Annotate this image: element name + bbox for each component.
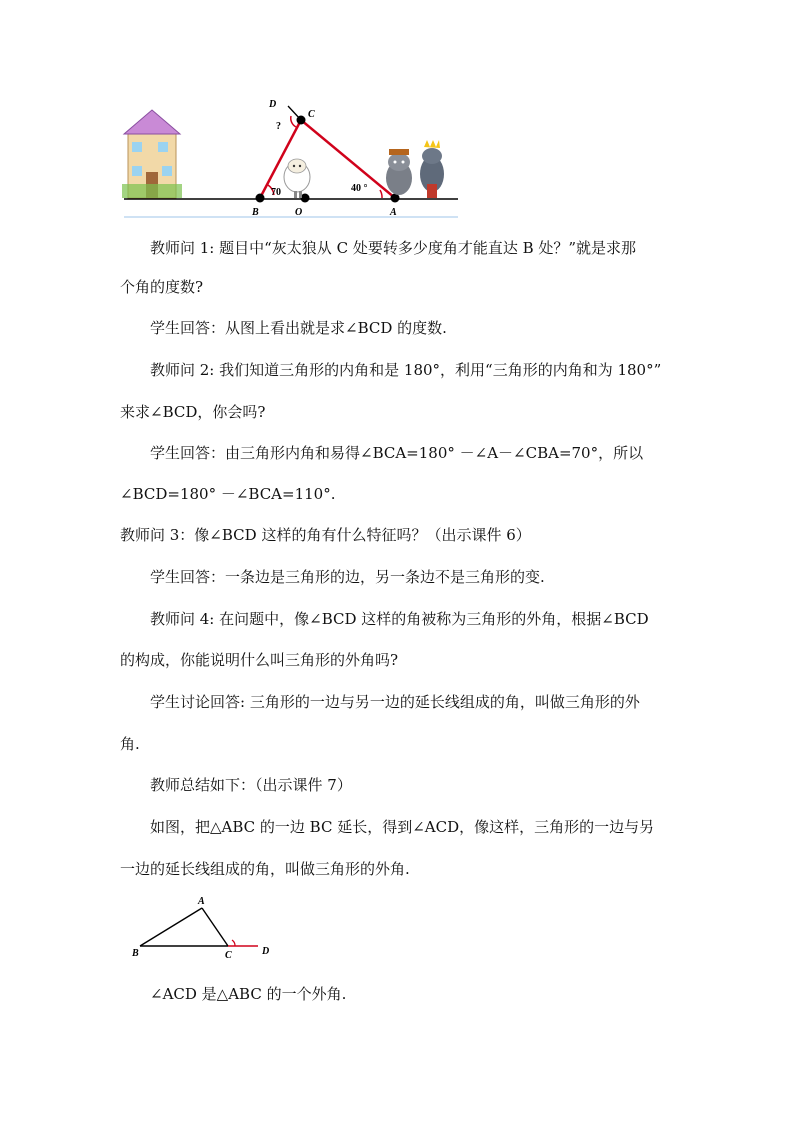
paragraph-1-line-2: 个角的度数? (120, 278, 204, 296)
scene-figure (118, 92, 463, 220)
paragraph-4-line-1: 学生回答：由三角形内角和易得∠BCA=180° －∠A－∠CBA=70°，所以 (150, 444, 644, 462)
paragraph-5-line-1: 教师问 3：像∠BCD 这样的角有什么特征吗？（出示课件 6） (120, 526, 531, 544)
sheep-illustration (284, 159, 310, 198)
point-b (256, 194, 265, 203)
paragraph-1-line-1: 教师问 1: 题目中“灰太狼从 C 处要转多少度角才能直达 B 处？”就是求那 (150, 239, 637, 257)
label-question: ? (276, 121, 281, 132)
label-c: C (308, 109, 315, 120)
wolves-illustration (386, 140, 444, 198)
label-angle-a: 40 ° (351, 183, 368, 194)
angle-bcd-arc (291, 116, 296, 127)
paragraph-10-line-1: 如图，把△ABC 的一边 BC 延长，得到∠ACD，像这样，三角形的一边与另 (150, 818, 655, 836)
paragraph-10-line-2: 一边的延长线组成的角，叫做三角形的外角. (120, 860, 410, 878)
conclusion-line: ∠ACD 是△ABC 的一个外角. (150, 985, 347, 1003)
triangle-figure (128, 890, 278, 960)
point-c (297, 116, 306, 125)
side-ab (140, 908, 202, 946)
label-b: B (252, 207, 259, 218)
paragraph-2-line-1: 学生回答：从图上看出就是求∠BCD 的度数. (150, 319, 447, 337)
paragraph-8-line-1: 学生讨论回答: 三角形的一边与另一边的延长线组成的角，叫做三角形的外 (150, 693, 640, 711)
paragraph-9-line-1: 教师总结如下：（出示课件 7） (150, 776, 352, 794)
paragraph-6-line-1: 学生回答：一条边是三角形的边，另一条边不是三角形的变. (150, 568, 545, 586)
label-d: D (262, 946, 270, 957)
label-c: C (225, 950, 232, 960)
label-b: B (132, 948, 139, 959)
side-ac (202, 908, 228, 946)
paragraph-3-line-2: 来求∠BCD，你会吗? (120, 403, 266, 421)
label-angle-b: 70 (271, 187, 281, 198)
label-d: D (269, 99, 277, 110)
side-ca (301, 120, 395, 198)
angle-a-arc (380, 190, 382, 198)
paragraph-7-line-2: 的构成，你能说明什么叫三角形的外角吗? (120, 651, 399, 669)
paragraph-7-line-1: 教师问 4: 在问题中，像∠BCD 这样的角被称为三角形的外角，根据∠BCD (150, 610, 649, 628)
paragraph-3-line-1: 教师问 2: 我们知道三角形的内角和是 180°，利用“三角形的内角和为 180°” (150, 361, 662, 379)
paragraph-4-line-2: ∠BCD=180° －∠BCA=110°. (120, 485, 336, 503)
label-o: O (295, 207, 303, 218)
label-a: A (390, 207, 397, 218)
label-a: A (198, 896, 205, 907)
house-illustration (122, 110, 182, 198)
angle-acd-arc (232, 940, 235, 946)
paragraph-8-line-2: 角. (120, 735, 140, 753)
